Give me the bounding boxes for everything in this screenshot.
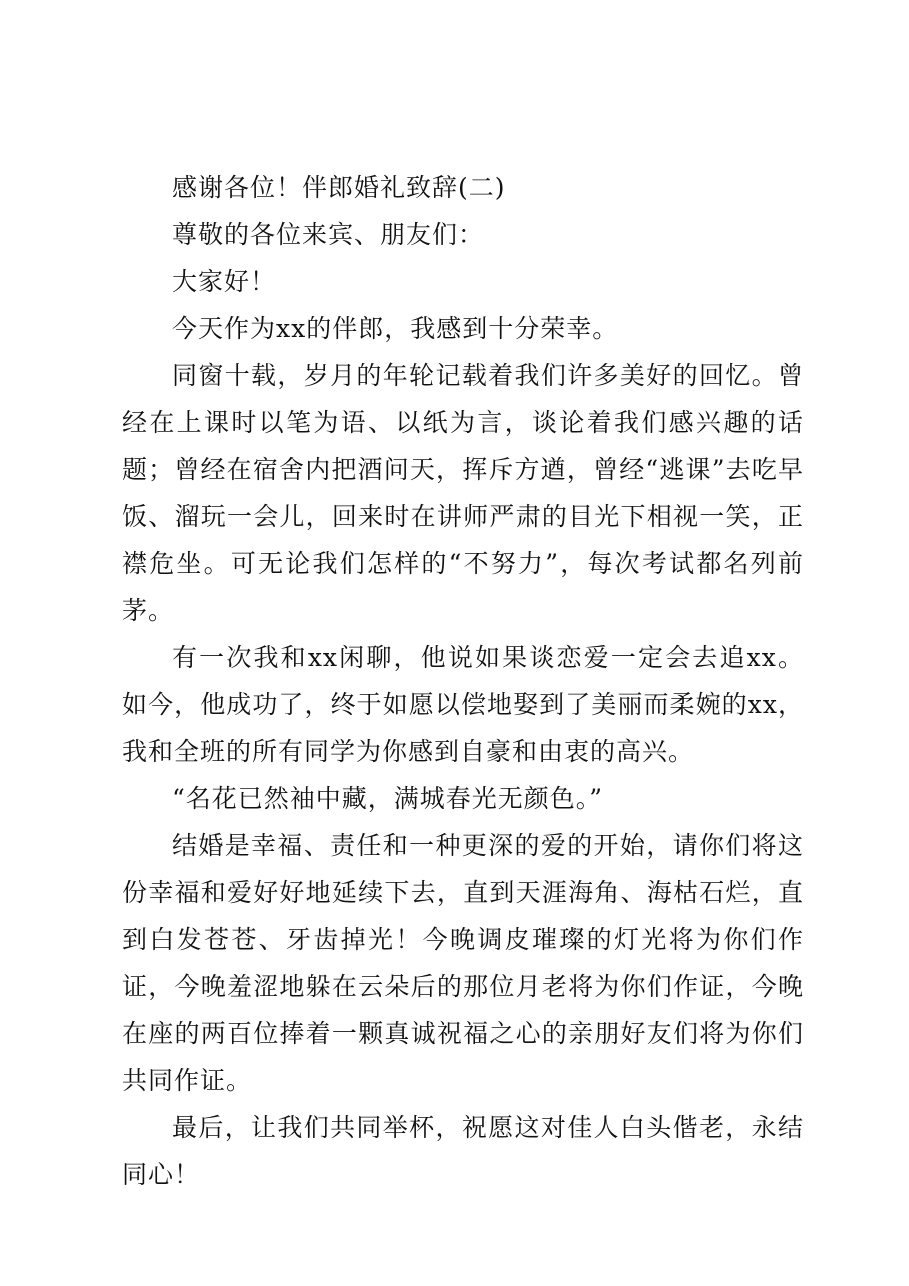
paragraph-blessing: 结婚是幸福、责任和一种更深的爱的开始，请你们将这份幸福和爱好好地延续下去，直到天涯海角、海枯石烂，直到白发苍苍、牙齿掉光！今晚调皮璀璨的灯光将为你们作证，今晚羞涩地躲在云朵后的那位月老将为你们作证，今晚在座的两百位捧着一颗真诚祝福之心的亲朋好友们将为你们共同作证。 (122, 831, 804, 1095)
paragraph-toast: 最后，让我们共同举杯，祝愿这对佳人白头偕老，永结同心！ (122, 1113, 804, 1189)
paragraph-memories: 同窗十载，岁月的年轮记载着我们许多美好的回忆。曾经在上课时以笔为语、以纸为言，谈论着我们感兴趣的话题；曾经在宿舍内把酒问天，挥斥方遒，曾经“逃课”去吃早饭、溜玩一会儿，回来时在讲师严肃的目光下相视一笑，正襟危坐。可无论我们怎样的“不努力”，每次考试都名列前茅。 (122, 361, 804, 625)
paragraph-intro: 今天作为xx的伴郎，我感到十分荣幸。 (172, 314, 619, 343)
paragraph-quote: “名花已然袖中藏，满城春光无颜色。” (172, 784, 604, 813)
document-title: 感谢各位！伴郎婚礼致辞(二) (172, 173, 506, 202)
document-body (122, 164, 804, 1198)
greeting: 大家好！ (172, 267, 277, 296)
salutation: 尊敬的各位来宾、朋友们： (172, 220, 485, 249)
paragraph-story: 有一次我和xx闲聊，他说如果谈恋爱一定会去追xx。如今，他成功了，终于如愿以偿地娶到了美丽而柔婉的xx，我和全班的所有同学为你感到自豪和由衷的高兴。 (122, 643, 804, 766)
